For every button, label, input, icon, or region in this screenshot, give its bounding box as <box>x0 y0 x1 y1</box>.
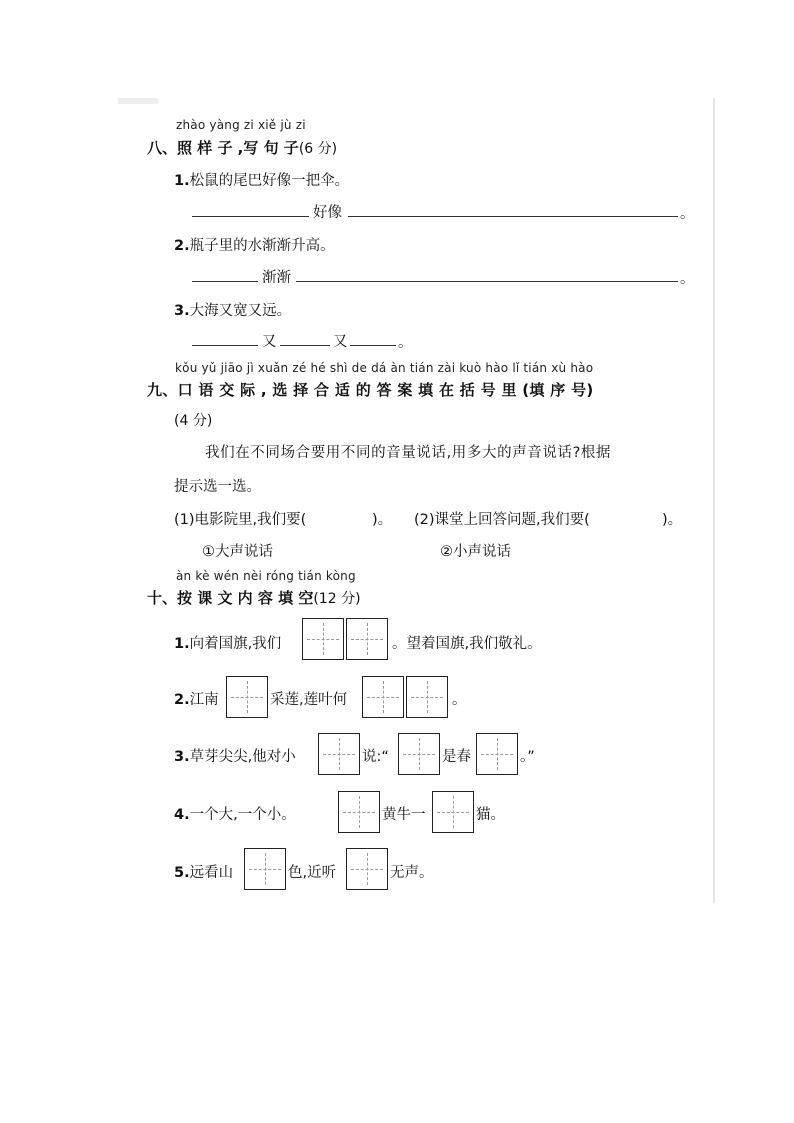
s10-q1-prompt <box>174 632 281 653</box>
s10-q5-char-box-1[interactable] <box>244 848 286 890</box>
section8-pinyin: zhào yàng zi xiě jù zi <box>176 118 306 132</box>
s9-q1-after: )。 <box>372 512 393 528</box>
s8-q3-you-1: 又 <box>262 334 277 350</box>
s10-q3-char-box-1[interactable] <box>318 733 360 775</box>
s9-q1-before: (1)电影院里,我们要( <box>174 512 307 528</box>
s10-q3-prompt <box>174 745 296 766</box>
s10-q2-before: 江南 <box>189 692 219 708</box>
s10-q4-char-box-2[interactable] <box>432 791 474 833</box>
s8-q3-blank-3[interactable] <box>350 345 396 346</box>
s8-q3-blank-2[interactable] <box>280 345 330 346</box>
s10-q3-number: 3. <box>174 749 190 765</box>
s10-q2-char-box-3[interactable] <box>406 676 448 718</box>
s10-q5-before: 远看山 <box>189 865 234 881</box>
s10-q4-middle: 黄牛一 <box>382 807 426 823</box>
s9-option-1: ①大声说话 <box>202 544 273 560</box>
s8-q3-end: 。 <box>398 335 413 351</box>
section10-score: (12 分) <box>313 591 361 607</box>
s8-q3-prompt <box>174 299 291 320</box>
s10-q2-char-box-2[interactable] <box>362 676 404 718</box>
s10-q3-char-box-3[interactable] <box>476 733 518 775</box>
s10-q4-before: 一个大,一个小。 <box>189 807 296 823</box>
section10-pinyin: àn kè wén nèi róng tián kòng <box>176 569 356 583</box>
s8-q2-blank-2[interactable] <box>296 281 678 282</box>
s8-q1-number: 1. <box>174 173 190 189</box>
s10-q2-prompt <box>174 688 219 709</box>
s10-q2-after: 。 <box>452 692 467 708</box>
s8-q2-end: 。 <box>680 271 695 287</box>
s8-q2-text: 瓶子里的水渐渐升高。 <box>189 238 335 254</box>
s10-q2-char-box-1[interactable] <box>226 676 268 718</box>
section8-title <box>147 137 337 158</box>
s10-q5-after: 无声。 <box>390 865 434 881</box>
s8-q3-text: 大海又宽又远。 <box>189 303 292 319</box>
s8-q2-blank-1[interactable] <box>192 281 258 282</box>
section8-title-text: 八、照 样 子 ,写 句 子 <box>147 139 299 157</box>
s10-q3-char-box-2[interactable] <box>398 733 440 775</box>
scan-edge-top <box>118 98 158 104</box>
s8-q1-text: 松鼠的尾巴好像一把伞。 <box>189 173 350 189</box>
section10-title-text: 十、按 课 文 内 容 填 空 <box>147 589 314 607</box>
s9-q2-answer-slot[interactable] <box>628 510 662 530</box>
section9-score <box>174 410 212 430</box>
section9-title: 九、口 语 交 际 , 选 择 合 适 的 答 案 填 在 括 号 里 (填 序 号) <box>147 381 594 399</box>
section9-pinyin: kǒu yǔ jiāo jì xuǎn zé hé shì de dá àn tián zài kuò hào lǐ tián xù hào <box>175 361 594 375</box>
s10-q5-prompt <box>174 861 233 882</box>
s10-q4-char-box-1[interactable] <box>338 791 380 833</box>
s8-q3-number: 3. <box>174 303 190 319</box>
s10-q4-prompt <box>174 803 296 824</box>
section10-title <box>147 587 361 608</box>
s8-q3-blank-1[interactable] <box>192 345 258 346</box>
s8-q1-end: 。 <box>680 206 695 222</box>
s8-q2-number: 2. <box>174 238 190 254</box>
s10-q4-number: 4. <box>174 807 190 823</box>
s8-q2-fill-word: 渐渐 <box>262 270 291 286</box>
s10-q1-char-box-2[interactable] <box>346 618 388 660</box>
scan-edge-right <box>713 98 715 903</box>
s8-q2-prompt <box>174 234 335 255</box>
s9-intro-line1: 我们在不同场合要用不同的音量说话,用多大的声音说话?根据 <box>205 445 612 461</box>
section8-score: (6 分) <box>298 141 338 157</box>
s10-q3-middle1: 说:“ <box>362 749 389 765</box>
s10-q3-after: 。” <box>520 749 535 765</box>
s10-q3-middle2: 是春 <box>442 749 471 765</box>
s9-q2-before: (2)课堂上回答问题,我们要( <box>414 512 590 528</box>
s10-q3-before: 草芽尖尖,他对小 <box>189 749 296 765</box>
s9-q1-answer-slot[interactable] <box>334 510 370 530</box>
s10-q2-middle: 采莲,莲叶何 <box>270 692 348 708</box>
s10-q1-number: 1. <box>174 636 190 652</box>
s8-q1-fill-word: 好像 <box>313 205 342 221</box>
s10-q4-after: 猫。 <box>476 807 505 823</box>
s8-q1-blank-1[interactable] <box>192 216 309 217</box>
s10-q1-after: 。望着国旗,我们敬礼。 <box>392 636 542 652</box>
s10-q1-before: 向着国旗,我们 <box>189 636 282 652</box>
section9-score-text: (4 分) <box>174 413 213 429</box>
s9-option-2: ②小声说话 <box>440 544 511 560</box>
s8-q1-prompt <box>174 169 349 190</box>
s10-q5-char-box-2[interactable] <box>346 848 388 890</box>
s10-q5-number: 5. <box>174 865 190 881</box>
s10-q1-char-box-1[interactable] <box>302 618 344 660</box>
s8-q1-blank-2[interactable] <box>348 216 678 217</box>
s9-intro-line2: 提示选一选。 <box>174 479 261 495</box>
s9-q2-after: )。 <box>662 512 683 528</box>
s8-q3-you-2: 又 <box>333 334 348 350</box>
s10-q2-number: 2. <box>174 692 190 708</box>
s10-q5-middle: 色,近听 <box>288 865 337 881</box>
